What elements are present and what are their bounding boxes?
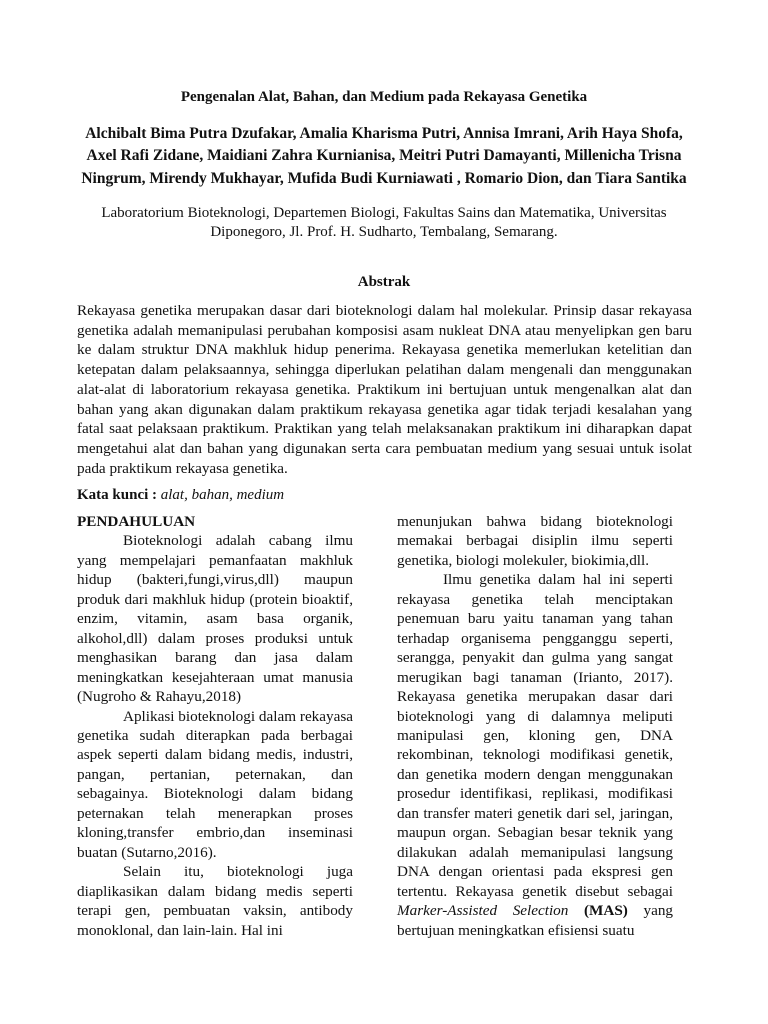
paragraph-text: Ilmu genetika dalam hal ini seperti rekayasa genetika telah menciptakan penemuan baru yaitu tanaman yang tahan terhadap organisema pengganggu seperti, serangga, penyakit dan gulma yang sangat merugikan bagi tanaman (Irianto, 2017). Rekayasa genetika merupakan dasar dari bioteknologi yang di dalamnya meliputi manipulasi gen, kloning gen, DNA rekombinan, teknologi modifikasi genetik, dan genetika modern dengan menggunakan prosedur identifikasi, replikasi, modifikasi dan transfer materi genetik dari sel, jaringan, maupun organ. Sebagian besar teknik yang dilakukan adalah memanipulasi langsung DNA dengan orientasi pada ekspresi gen tertentu. Rekayasa genetik disebut sebagai — [397, 571, 673, 900]
bold-abbreviation: (MAS) — [584, 902, 628, 920]
paragraph — [397, 570, 673, 940]
keywords — [77, 485, 692, 505]
author-list: Alchibalt Bima Putra Dzufakar, Amalia Kharisma Putri, Annisa Imrani, Arih Haya Shofa, Axel Rafi Zidane, Maidiani Zahra Kurnianisa, Meitri Putri Damayanti, Millenicha Trisna Ningrum, Mirendy Mukhayar, Mufida Budi Kurniawati , Romario Dion, dan Tiara Santika — [81, 125, 687, 187]
keywords-label: Kata kunci : — [77, 487, 158, 503]
paper-title: Pengenalan Alat, Bahan, dan Medium pada Rekayasa Genetika — [180, 89, 588, 105]
italic-term: Marker-Assisted Selection — [397, 902, 569, 920]
paragraph-text: yang bertujuan meningkatkan efisiensi suatu — [397, 902, 674, 939]
section-heading-introduction: PENDAHULUAN — [77, 513, 196, 530]
paragraph: Bioteknologi adalah cabang ilmu yang mempelajari pemanfaatan makhluk hidup (bakteri,fungi,virus,dll) maupun produk dari makhluk hidup (protein bioaktif, enzim, vitamin, asam basa organik, alkohol,dll) dalam proses produksi untuk menghasikan barang dan jasa dalam meningkatkan kesejahteraan umat manusia (Nugroho & Rahayu,2018) — [77, 532, 353, 706]
abstract-body: Rekayasa genetika merupakan dasar dari bioteknologi dalam hal molekular. Prinsip dasar rekayasa genetika adalah memanipulasi perubahan komposisi asam nukleat DNA atau menyelipkan gen baru ke dalam struktur DNA makhluk hidup penerima. Rekayasa genetika memerlukan ketelitian dan ketepatan dalam pelaksaannya, sehingga diperlukan pelatihan dalam mengenali dan menggunakan alat-alat di laboratorium rekayasa genetika. Praktikum ini bertujuan untuk mengenalkan alat dan bahan yang akan digunakan dalam praktikum rekayasa genetika agar tidak terjadi kesalahan yang fatal saat pelaksaan praktikum. Praktikan yang telah melaksanakan praktikum ini diharapkan dapat mengetahui alat dan bahan yang digunakan serta cara pembuatan medium yang sesuai untuk isolat pada praktikum rekayasa genetika. — [77, 302, 692, 477]
affiliation: Laboratorium Bioteknologi, Departemen Biologi, Fakultas Sains dan Matematika, Universitas Diponegoro, Jl. Prof. H. Sudharto, Tembalang, Semarang. — [101, 205, 667, 240]
abstract-heading: Abstrak — [357, 274, 411, 290]
paragraph: menunjukan bahwa bidang bioteknologi memakai berbagai disiplin ilmu seperti genetika, biologi molekuler, biokimia,dll. — [397, 513, 673, 569]
paragraph: Selain itu, bioteknologi juga diaplikasikan dalam bidang medis seperti terapi gen, pembuatan vaksin, antibody monoklonal, dan lain-lain. Hal ini — [77, 863, 353, 939]
paragraph: Aplikasi bioteknologi dalam rekayasa genetika sudah diterapkan pada berbagai aspek seperti dalam bidang medis, industri, pangan, pertanian, peternakan, dan sebagainya. Bioteknologi dalam bidang peternakan telah menerapkan proses kloning,transfer embrio,dan inseminasi buatan (Sutarno,2016). — [77, 707, 353, 861]
right-column — [397, 512, 673, 940]
keywords-values: alat, bahan, medium — [160, 487, 285, 503]
left-column — [77, 512, 353, 940]
